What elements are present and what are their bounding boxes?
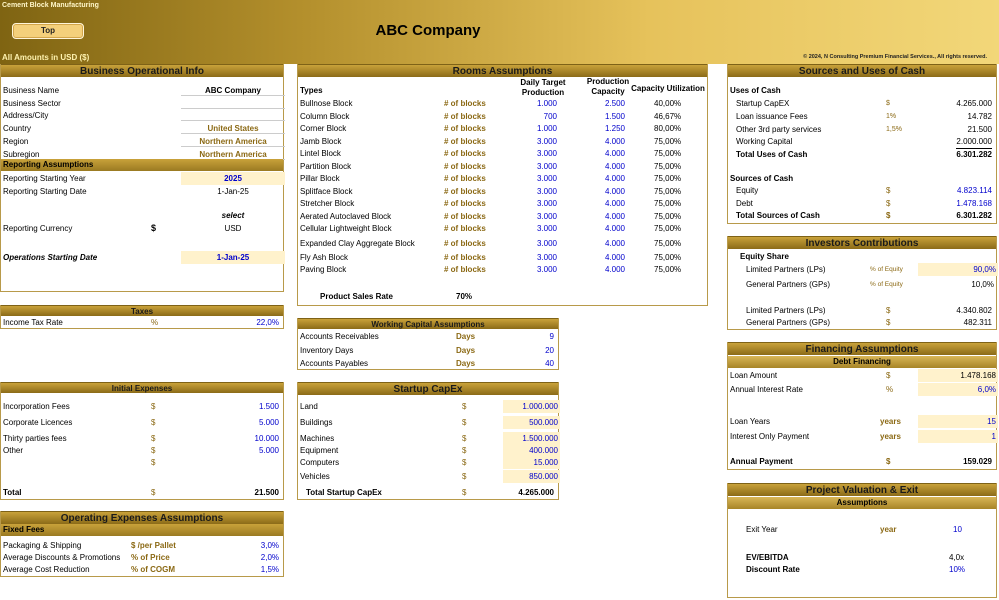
opex-label: Average Discounts & Promotions xyxy=(3,553,121,562)
field-value[interactable]: Northern America xyxy=(181,135,285,147)
rooms-row xyxy=(298,147,707,160)
business-field-row xyxy=(1,122,283,135)
utilization-value: 75,00% xyxy=(654,265,682,274)
utilization-value: 75,00% xyxy=(654,162,682,171)
field-value[interactable] xyxy=(181,97,285,109)
initial-total-row: Total $ 21.500 xyxy=(3,488,279,497)
capacity-input[interactable]: 4.000 xyxy=(604,199,625,208)
opex-input[interactable]: 1,5% xyxy=(260,565,279,574)
total-uses-row: Total Uses of Cash 6.301.282 xyxy=(736,150,992,159)
daily-target-input[interactable]: 3.000 xyxy=(536,239,557,248)
capacity-input[interactable]: 4.000 xyxy=(604,149,625,158)
daily-target-input[interactable]: 3.000 xyxy=(536,265,557,274)
reporting-year-input[interactable]: 2025 xyxy=(181,172,285,185)
capacity-input[interactable]: 4.000 xyxy=(604,224,625,233)
capex-row xyxy=(298,400,558,413)
financing-input[interactable]: 1.478.168 xyxy=(918,369,998,382)
rooms-row xyxy=(298,237,707,250)
block-unit: # of blocks xyxy=(444,239,486,248)
financing-label: Loan Amount xyxy=(730,371,778,380)
capex-input[interactable]: 850.000 xyxy=(503,470,560,483)
valuation-title: Project Valuation & Exit xyxy=(728,483,996,496)
capex-panel xyxy=(297,382,559,500)
capacity-input[interactable]: 4.000 xyxy=(604,212,625,221)
capex-unit: $ xyxy=(462,418,467,427)
lp-amount-row: Limited Partners (LPs) $ 4.340.802 xyxy=(746,306,992,315)
uses-row xyxy=(728,97,996,110)
utilization-value: 75,00% xyxy=(654,239,682,248)
source-label: Equity xyxy=(736,186,759,195)
currency-unit: $ xyxy=(151,446,156,455)
opex-label: Packaging & Shipping xyxy=(3,541,82,550)
working-capital-row xyxy=(298,330,558,343)
sources-uses-title: Sources and Uses of Cash xyxy=(728,64,996,77)
daily-target-input[interactable]: 1.000 xyxy=(536,124,557,133)
wc-input[interactable]: 40 xyxy=(545,359,554,368)
block-unit: # of blocks xyxy=(444,162,486,171)
block-type: Jamb Block xyxy=(300,137,342,146)
use-unit: $ xyxy=(886,100,890,107)
capacity-input[interactable]: 4.000 xyxy=(604,253,625,262)
capex-title: Startup CapEx xyxy=(298,382,558,395)
business-field-row xyxy=(1,109,283,122)
wc-label: Inventory Days xyxy=(300,345,354,355)
financing-row xyxy=(728,369,996,382)
field-label: Country xyxy=(3,124,32,134)
taxes-title: Taxes xyxy=(1,305,283,316)
source-unit: $ xyxy=(886,186,891,195)
opex-input[interactable]: 2,0% xyxy=(260,553,279,562)
source-value: 4.823.114 xyxy=(957,186,992,195)
daily-target-input[interactable]: 3.000 xyxy=(536,199,557,208)
field-label: Business Name xyxy=(3,86,60,95)
expense-input[interactable]: 10.000 xyxy=(254,434,279,443)
block-unit: # of blocks xyxy=(444,149,486,158)
block-unit: # of blocks xyxy=(444,212,486,221)
initial-expense-row xyxy=(1,416,283,429)
total-sources-row: Total Sources of Cash $ 6.301.282 xyxy=(736,211,992,220)
expense-input[interactable]: 5.000 xyxy=(258,418,279,427)
operations-date-row: Operations Starting Date 1-Jan-25 xyxy=(1,251,283,264)
opex-unit: % of Price xyxy=(131,553,170,562)
uses-row xyxy=(728,135,996,148)
financing-unit: % xyxy=(886,385,894,394)
source-value: 1.478.168 xyxy=(956,198,992,208)
capex-label: Vehicles xyxy=(300,472,330,481)
financing-label: Interest Only Payment xyxy=(730,432,810,441)
lp-share-input[interactable]: 90,0% xyxy=(918,263,998,276)
expense-label: Thirty parties fees xyxy=(3,434,67,443)
financing-label: Annual Interest Rate xyxy=(730,385,803,394)
field-label: Subregion xyxy=(3,149,40,159)
top-button[interactable]: Top xyxy=(12,23,84,39)
exit-year-input[interactable]: 10 xyxy=(953,525,962,534)
use-label: Working Capital xyxy=(736,137,793,147)
capacity-input[interactable]: 4.000 xyxy=(604,239,625,248)
utilization-value: 40,00% xyxy=(654,99,682,108)
capex-row xyxy=(298,456,558,469)
wc-label: Accounts Payables xyxy=(300,359,369,368)
discount-rate-input[interactable]: 10% xyxy=(949,565,966,574)
block-type: Partition Block xyxy=(300,162,352,171)
block-type: Lintel Block xyxy=(300,149,341,158)
capacity-input[interactable]: 1.500 xyxy=(604,112,625,121)
taxes-panel xyxy=(0,305,284,329)
daily-target-input[interactable]: 3.000 xyxy=(536,187,557,196)
rooms-title: Rooms Assumptions xyxy=(298,64,707,77)
use-unit: 1% xyxy=(886,112,897,120)
wc-input[interactable]: 9 xyxy=(549,332,554,341)
model-subtitle: Cement Block Manufacturing xyxy=(2,2,99,9)
operations-date-input[interactable]: 1-Jan-25 xyxy=(181,251,285,264)
utilization-value: 80,00% xyxy=(654,124,682,133)
capex-unit: $ xyxy=(462,434,467,443)
capex-input[interactable]: 400.000 xyxy=(503,444,560,457)
uses-header: Uses of Cash xyxy=(730,86,781,95)
uses-row xyxy=(728,123,996,136)
currency-unit: $ xyxy=(151,402,156,411)
initial-expenses-title: Initial Expenses xyxy=(1,382,283,393)
use-unit: 1,5% xyxy=(886,125,902,133)
business-field-row xyxy=(1,97,283,110)
expense-input[interactable]: 1.500 xyxy=(258,402,279,411)
capex-input[interactable]: 1.500.000 xyxy=(503,432,560,445)
source-unit: $ xyxy=(886,198,891,208)
debt-financing-header: Debt Financing xyxy=(728,356,996,368)
financing-label: Loan Years xyxy=(730,417,771,426)
valuation-assumptions-header: Assumptions xyxy=(728,497,996,509)
copyright: © 2024, N Consulting Premium Financial Services., All rights reserved. xyxy=(803,54,987,60)
utilization-value: 75,00% xyxy=(654,212,682,221)
capacity-input[interactable]: 1.250 xyxy=(604,124,625,133)
block-type: Bullnose Block xyxy=(300,99,353,108)
block-unit: # of blocks xyxy=(444,174,486,183)
business-info-title: Business Operational Info xyxy=(1,64,283,77)
financing-unit: years xyxy=(880,417,901,426)
investors-panel xyxy=(727,236,997,330)
utilization-value: 75,00% xyxy=(654,199,682,208)
capex-label: Buildings xyxy=(300,418,333,427)
capex-row xyxy=(298,470,558,483)
source-label: Debt xyxy=(736,198,753,208)
block-type: Expanded Clay Aggregate Block xyxy=(300,239,415,248)
capacity-input[interactable]: 4.000 xyxy=(604,137,625,146)
sources-uses-panel xyxy=(727,64,997,224)
opex-unit: $ /per Pallet xyxy=(131,541,176,550)
use-label: Loan issuance Fees xyxy=(736,111,808,121)
reporting-year-row: Reporting Starting Year 2025 xyxy=(1,172,283,185)
capex-label: Machines xyxy=(300,434,335,443)
income-tax-input[interactable]: 22,0% xyxy=(256,318,279,327)
gp-share-row: General Partners (GPs) % of Equity 10,0% xyxy=(746,280,994,289)
wc-input[interactable]: 20 xyxy=(545,345,554,355)
daily-target-input[interactable]: 3.000 xyxy=(536,224,557,233)
rooms-row xyxy=(298,97,707,110)
utilization-value: 75,00% xyxy=(654,224,682,233)
currency-unit: $ xyxy=(151,434,156,443)
block-unit: # of blocks xyxy=(444,112,486,121)
block-unit: # of blocks xyxy=(444,187,486,196)
rooms-row xyxy=(298,172,707,185)
use-value: 2.000.000 xyxy=(956,135,992,149)
currency-select[interactable]: USD xyxy=(224,224,242,233)
use-value: 14.782 xyxy=(967,111,992,121)
initial-expense-row xyxy=(1,456,283,469)
financing-title: Financing Assumptions xyxy=(728,342,996,355)
working-capital-row xyxy=(298,344,558,357)
financing-panel xyxy=(727,342,997,470)
working-capital-panel xyxy=(297,318,559,370)
capex-input[interactable]: 15.000 xyxy=(503,456,560,469)
field-label: Region xyxy=(3,136,29,146)
block-type: Splitface Block xyxy=(300,187,353,196)
capex-input[interactable]: 500.000 xyxy=(503,416,560,429)
financing-input[interactable]: 15 xyxy=(918,415,998,428)
valuation-panel xyxy=(727,483,997,598)
working-capital-title: Working Capital Assumptions xyxy=(298,318,558,329)
capex-unit: $ xyxy=(462,402,467,411)
wc-unit: Days xyxy=(456,359,476,368)
expense-label: Incorporation Fees xyxy=(3,402,70,411)
wc-unit: Days xyxy=(456,332,476,341)
sources-row xyxy=(728,197,996,210)
daily-target-input[interactable]: 1.000 xyxy=(536,99,557,108)
utilization-value: 75,00% xyxy=(654,253,682,262)
expense-label: Other xyxy=(3,446,24,455)
block-unit: # of blocks xyxy=(444,199,486,208)
capex-input[interactable]: 1.000.000 xyxy=(503,400,560,413)
financing-row xyxy=(728,383,996,396)
capex-unit: $ xyxy=(462,472,467,481)
rooms-row xyxy=(298,263,707,276)
field-label: Address/City xyxy=(3,111,49,121)
utilization-value: 75,00% xyxy=(654,137,682,146)
capex-label: Equipment xyxy=(300,446,339,455)
loan-term-row xyxy=(728,415,996,428)
ev-ebitda-row: EV/EBITDA 4,0x xyxy=(746,553,965,562)
block-type: Aerated Autoclaved Block xyxy=(300,212,392,221)
use-label: Other 3rd party services xyxy=(736,124,822,134)
block-type: Pillar Block xyxy=(300,174,340,183)
capex-label: Computers xyxy=(300,458,340,467)
use-value: 4.265.000 xyxy=(956,99,992,108)
business-field-row xyxy=(1,84,283,97)
field-value[interactable]: United States xyxy=(181,122,285,134)
wc-unit: Days xyxy=(456,345,476,355)
financing-input[interactable]: 6,0% xyxy=(918,383,998,396)
investors-title: Investors Contributions xyxy=(728,236,996,249)
daily-target-input[interactable]: 3.000 xyxy=(536,137,557,146)
fixed-fees-header: Fixed Fees xyxy=(1,524,283,536)
daily-target-input[interactable]: 3.000 xyxy=(536,162,557,171)
select-hint: select xyxy=(221,211,245,220)
daily-target-input[interactable]: 700 xyxy=(543,112,557,121)
loan-term-row xyxy=(728,430,996,443)
block-unit: # of blocks xyxy=(444,124,486,133)
block-type: Stretcher Block xyxy=(300,199,355,208)
lp-share-row: Limited Partners (LPs) % of Equity 90,0% xyxy=(746,265,996,274)
reporting-date-row: Reporting Starting Date 1-Jan-25 xyxy=(3,187,249,196)
capacity-input[interactable]: 4.000 xyxy=(604,174,625,183)
financing-input[interactable]: 1 xyxy=(918,430,998,443)
business-field-row xyxy=(1,135,283,148)
block-type: Paving Block xyxy=(300,265,347,274)
block-type: Corner Block xyxy=(300,124,347,133)
reporting-assumptions-header: Reporting Assumptions xyxy=(1,159,283,171)
rooms-header-row: Types Daily Target Production Production Capacity Capacity Utilization xyxy=(300,77,705,97)
opex-row xyxy=(1,563,283,576)
currency-unit: $ xyxy=(151,458,156,467)
working-capital-row xyxy=(298,357,558,370)
initial-expense-row xyxy=(1,400,283,413)
financing-unit: $ xyxy=(886,371,891,380)
block-type: Column Block xyxy=(300,112,350,121)
opex-unit: % of COGM xyxy=(131,565,175,574)
capacity-input[interactable]: 4.000 xyxy=(604,162,625,171)
block-unit: # of blocks xyxy=(444,253,486,262)
daily-target-input[interactable]: 3.000 xyxy=(536,212,557,221)
business-info-panel xyxy=(0,64,284,292)
gp-amount-row: General Partners (GPs) $ 482.311 xyxy=(746,318,992,327)
annual-payment-row: Annual Payment $ 159.029 xyxy=(730,457,992,466)
capacity-input[interactable]: 4.000 xyxy=(604,187,625,196)
opex-panel xyxy=(0,511,284,577)
block-unit: # of blocks xyxy=(444,137,486,146)
capex-unit: $ xyxy=(462,446,467,455)
utilization-value: 75,00% xyxy=(654,149,682,158)
discount-rate-row: Discount Rate 10% xyxy=(746,565,966,574)
block-unit: # of blocks xyxy=(444,265,486,274)
utilization-value: 75,00% xyxy=(654,187,682,196)
financing-unit: years xyxy=(880,432,901,441)
currency-unit: $ xyxy=(151,418,156,427)
field-label: Business Sector xyxy=(3,98,61,108)
expense-input[interactable]: 5.000 xyxy=(258,446,279,455)
field-value[interactable]: ABC Company xyxy=(181,84,285,96)
equity-share-header: Equity Share xyxy=(740,252,789,261)
block-type: Fly Ash Block xyxy=(300,253,349,262)
exit-year-row: Exit Year year 10 xyxy=(746,525,962,534)
rooms-panel xyxy=(297,64,708,306)
expense-label: Corporate Licences xyxy=(3,418,73,427)
capex-row xyxy=(298,416,558,429)
capex-label: Land xyxy=(300,402,318,411)
header-banner xyxy=(0,0,999,64)
block-type: Cellular Lightweight Block xyxy=(300,224,392,233)
sources-row xyxy=(728,184,996,197)
product-sales-rate-row: Product Sales Rate 70% xyxy=(320,292,473,301)
uses-row xyxy=(728,110,996,123)
daily-target-input[interactable]: 3.000 xyxy=(536,149,557,158)
daily-target-input[interactable]: 3.000 xyxy=(536,174,557,183)
rooms-row xyxy=(298,197,707,210)
block-unit: # of blocks xyxy=(444,99,486,108)
opex-input[interactable]: 3,0% xyxy=(260,541,279,550)
amounts-note: All Amounts in USD ($) xyxy=(2,53,90,62)
capex-unit: $ xyxy=(462,458,467,467)
capacity-input[interactable]: 4.000 xyxy=(604,265,625,274)
capacity-input[interactable]: 2.500 xyxy=(604,99,625,108)
sources-header: Sources of Cash xyxy=(730,174,794,183)
utilization-value: 75,00% xyxy=(654,174,682,183)
rooms-row xyxy=(298,222,707,235)
block-unit: # of blocks xyxy=(444,224,486,233)
rooms-row xyxy=(298,122,707,135)
use-label: Startup CapEX xyxy=(736,99,790,108)
wc-label: Accounts Receivables xyxy=(300,332,379,341)
capex-total-row: Total Startup CapEx $ 4.265.000 xyxy=(306,488,554,497)
field-value[interactable]: Northern America xyxy=(181,148,285,160)
opex-title: Operating Expenses Assumptions xyxy=(1,511,283,524)
income-tax-row: Income Tax Rate % 22,0% xyxy=(3,318,279,327)
opex-label: Average Cost Reduction xyxy=(3,565,90,574)
currency-row: Reporting Currency $ USD xyxy=(1,222,283,235)
initial-expenses-panel xyxy=(0,382,284,500)
company-title: ABC Company xyxy=(375,22,481,39)
use-value: 21.500 xyxy=(967,124,992,134)
daily-target-input[interactable]: 3.000 xyxy=(536,253,557,262)
field-value[interactable] xyxy=(181,109,285,121)
utilization-value: 46,67% xyxy=(654,112,682,121)
